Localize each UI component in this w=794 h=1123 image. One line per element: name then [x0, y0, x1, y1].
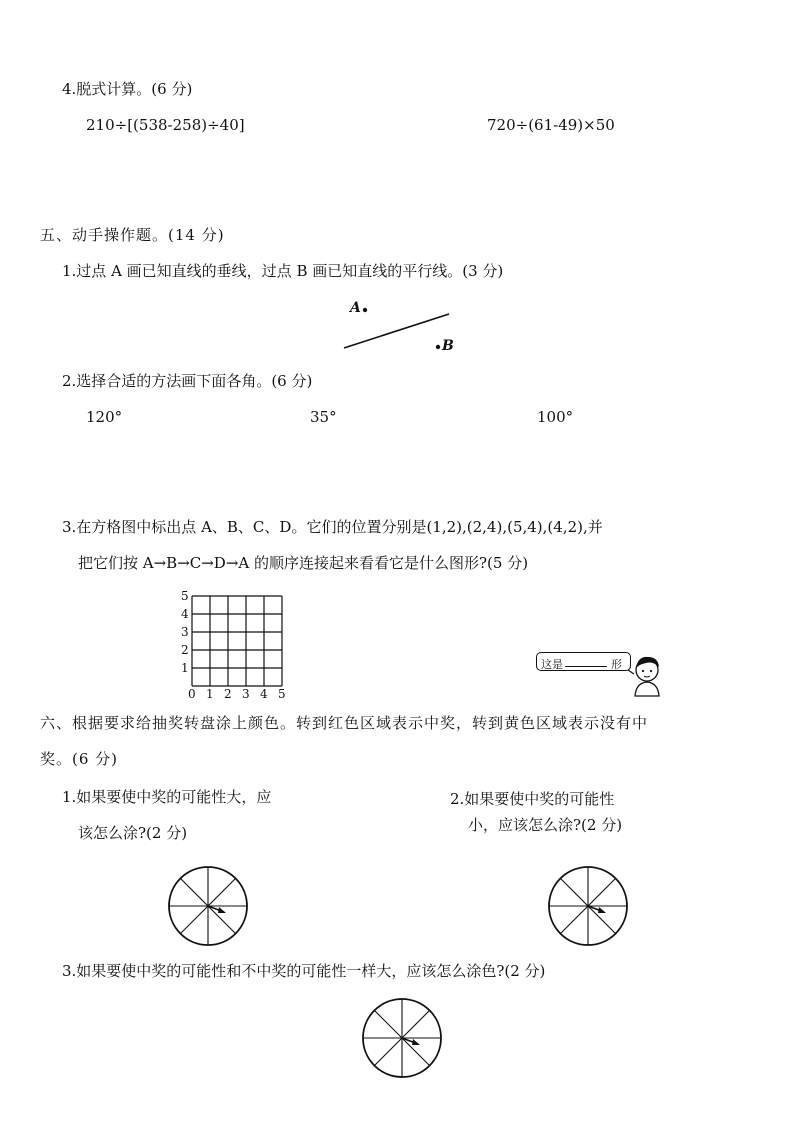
x-tick-1: 1 — [206, 687, 214, 701]
sec6-q2-line1: 2.如果要使中奖的可能性 — [450, 790, 615, 808]
speech-bubble — [536, 652, 631, 671]
point-b-label: B — [442, 338, 454, 354]
y-tick-3: 3 — [181, 625, 189, 639]
point-a-dot — [363, 308, 367, 312]
x-tick-3: 3 — [242, 687, 250, 701]
x-tick-5: 5 — [278, 687, 286, 701]
given-line — [344, 314, 449, 348]
point-a-label: A — [350, 300, 361, 316]
y-tick-2: 2 — [181, 643, 189, 657]
y-tick-5: 5 — [181, 589, 189, 603]
angle-1: 120° — [86, 408, 123, 426]
bubble-text-right: 形 — [611, 658, 622, 671]
sec5-q3-line2: 把它们按 A→B→C→D→A 的顺序连接起来看看它是什么图形?(5 分) — [78, 554, 529, 572]
angle-3: 100° — [537, 408, 574, 426]
answer-blank[interactable] — [565, 653, 607, 667]
y-tick-4: 4 — [181, 607, 189, 621]
bubble-text-left: 这是 — [541, 658, 563, 671]
x-tick-4: 4 — [260, 687, 268, 701]
sec5-q3-line1: 3.在方格图中标出点 A、B、C、D。它们的位置分别是(1,2),(2,4),(5,4),(4,2),并 — [62, 518, 603, 536]
spinner-3[interactable] — [360, 996, 444, 1080]
x-tick-0: 0 — [188, 687, 196, 701]
section-6-title-line1: 六、根据要求给抽奖转盘涂上颜色。转到红色区域表示中奖，转到黄色区域表示没有中 — [40, 714, 649, 732]
section-6-title-line2: 奖。(6 分) — [40, 750, 119, 768]
point-b-dot — [436, 345, 440, 349]
x-tick-2: 2 — [224, 687, 232, 701]
y-tick-1: 1 — [181, 661, 189, 675]
spinner-1[interactable] — [166, 864, 250, 948]
section-5-title: 五、动手操作题。(14 分) — [40, 226, 225, 244]
q4-expression-1: 210÷[(538-258)÷40] — [86, 116, 245, 134]
spinner-2[interactable] — [546, 864, 630, 948]
sec5-q2-text: 2.选择合适的方法画下面各角。(6 分) — [62, 372, 313, 390]
q4-expression-2: 720÷(61-49)×50 — [487, 116, 615, 134]
sec6-q3-text: 3.如果要使中奖的可能性和不中奖的可能性一样大，应该怎么涂色?(2 分) — [62, 962, 546, 980]
q4-title: 4.脱式计算。(6 分) — [62, 80, 193, 98]
sec5-q1-text: 1.过点 A 画已知直线的垂线，过点 B 画已知直线的平行线。(3 分) — [62, 262, 504, 280]
angle-2: 35° — [310, 408, 337, 426]
boy-illustration-icon — [622, 652, 672, 702]
sec6-q1-line2: 该怎么涂?(2 分) — [78, 824, 188, 842]
sec6-q2-line2: 小，应该怎么涂?(2 分) — [468, 816, 623, 834]
sec6-q1-line1: 1.如果要使中奖的可能性大，应 — [62, 788, 272, 806]
